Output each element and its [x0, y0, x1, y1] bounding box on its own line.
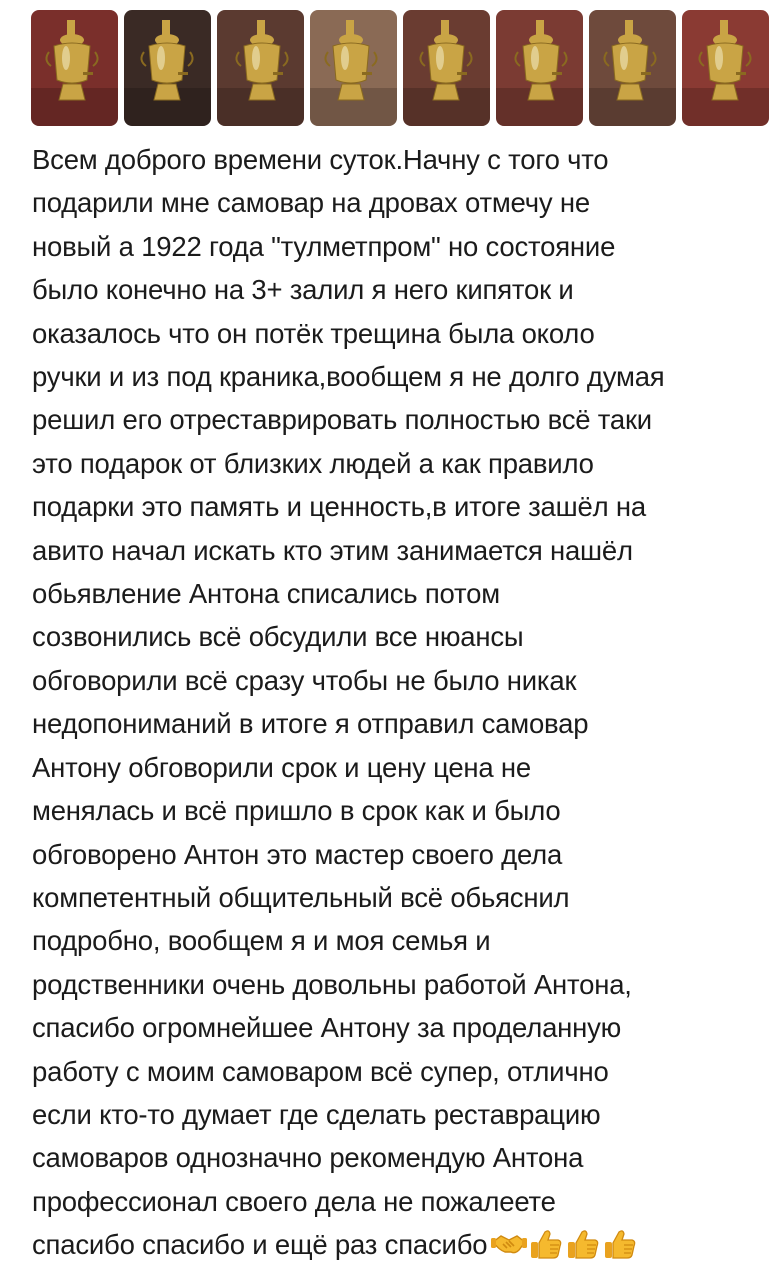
thumbs-up-icon: [565, 1228, 601, 1260]
gallery-photo-3[interactable]: [217, 10, 304, 126]
review-body: [32, 138, 762, 1267]
samovar-photo-icon: [124, 10, 211, 126]
gallery-photo-2[interactable]: [124, 10, 211, 126]
samovar-photo-icon: [403, 10, 490, 126]
gallery-photo-1[interactable]: [31, 10, 118, 126]
samovar-photo-icon: [31, 10, 118, 126]
gallery-photo-7[interactable]: [589, 10, 676, 126]
samovar-photo-icon: [496, 10, 583, 126]
handshake-icon: [491, 1228, 527, 1260]
thumbs-up-icon: [602, 1228, 638, 1260]
samovar-photo-icon: [217, 10, 304, 126]
samovar-photo-icon: [589, 10, 676, 126]
emoji-group: [491, 1228, 638, 1260]
gallery-photo-8[interactable]: [682, 10, 769, 126]
gallery-photo-4[interactable]: [310, 10, 397, 126]
samovar-photo-icon: [682, 10, 769, 126]
samovar-photo-icon: [310, 10, 397, 126]
review-text: Всем доброго времени суток.Начну с того что подарили мне самовар на дровах отмечу не новый а 1922 года "тулметпром" но состояние было конечно на 3+ залил я него кипяток и оказалось что он потёк трещина была около ручки и из под краника,вообщем я не долго думая решил его отреставрировать полностью всё таки это подарок от близких людей а как правило подарки это память и ценность,в итоге зашёл на авито начал искать кто этим занимается нашёл обьявление Антона списались потом созвонились всё обсудили все нюансы обговорили всё сразу чтобы не было никак недопониманий в итоге я отправил самовар Антону обговорили срок и цену цена не менялась и всё пришло в срок как и было обговорено Антон это мастер своего дела компетентный общительный всё обьяснил подробно, вообщем я и моя семья и родственники очень довольны работой Антона, спасибо огромнейшее Антону за проделанную работу с моим самоваром всё супер, отлично если кто-то думает где сделать реставрацию самоваров однозначно рекомендую Антона профессионал своего дела не пожалеете спасибо спасибо и ещё раз спасибо: [32, 144, 665, 1261]
thumbs-up-icon: [528, 1228, 564, 1260]
photo-gallery: [31, 10, 768, 126]
gallery-photo-6[interactable]: [496, 10, 583, 126]
gallery-photo-5[interactable]: [403, 10, 490, 126]
